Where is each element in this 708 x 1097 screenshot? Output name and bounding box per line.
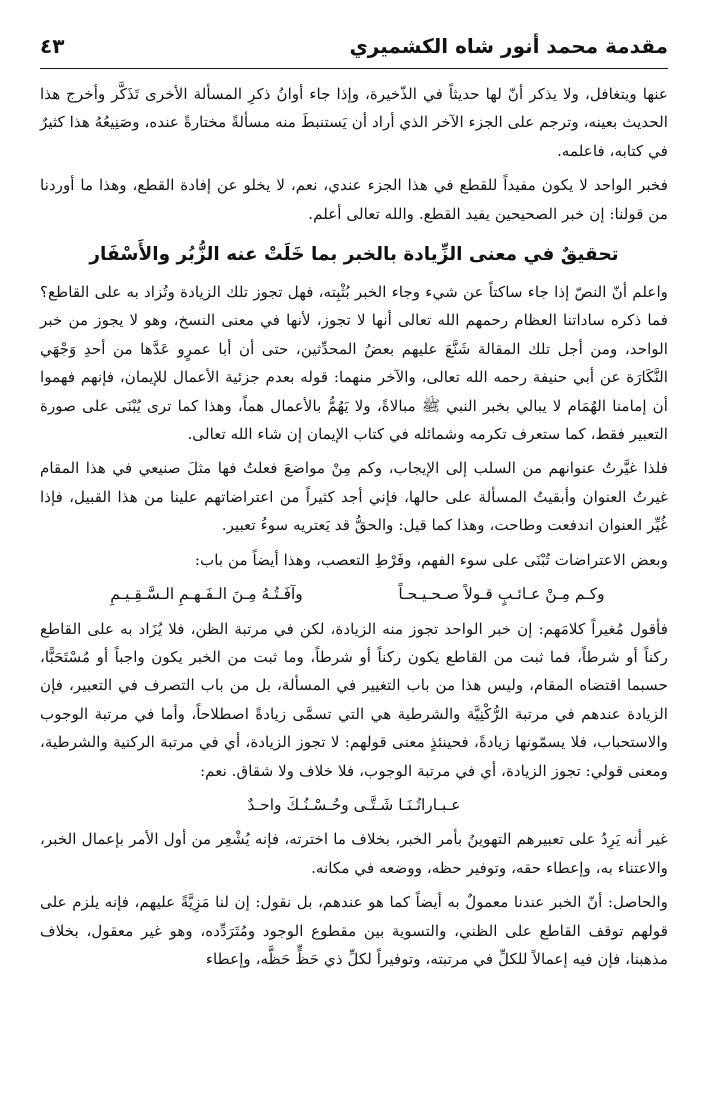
section-heading: تحقيقٌ في معنى الزِّيادة بالخبر بما خَلَتْ عنه الزُّبُر والأَسْفَار	[89, 244, 619, 266]
paragraph-5: وبعض الاعتراضات تُبْنَى على سوء الفهم، وفَرْطِ التعصب، وهذا أيضاً من باب:	[194, 550, 668, 569]
paragraph-8: والحاصل: أنّ الخبر عندنا معمولٌ به أيضاً كما هو عندهم، بل نقول: إن لنا مَزِيَّةً عليهم، فإنه يلزم على قولهم توقف القاطع على الظني، والتسوية بين مقطوع الوجود ومُتَرَدِّده، وهو غير معقول، بخلاف مذهبنا، فإن فيه إعمالاً للكلِّ في مرتبته، وتوفيراً لكلِّ ذي حَظٍّ حَظَّه، وإعطاء	[40, 893, 668, 968]
running-title: مقدمة محمد أنور شاه الكشميري	[349, 34, 668, 58]
paragraph-7: غير أنه يَرِدُ على تعبيرهم التهوينُ بأمر الخبر، بخلاف ما اخترته، فإنه يُشْعِر من أول الأمر بإعمال الخبر، والاعتناء به، وإعطاء حقه، وتوفير حظه، ووضعه في مكانه.	[40, 830, 668, 877]
paragraph-6: فأقول مُغيراً كلامَهم: إن خبر الواحد تجوز منه الزيادة، لكن في مرتبة الظن، فلا يُزَاد به على القاطع ركناً أو شرطاً، فما ثبت من القاطع يكون ركناً أو شرطاً، وما ثبت من الخبر يكون واجباً أو مُسْتَحَبًّا، حسبما اقتضاه المقام، وليس هذا من باب التغيير في المسألة، بل من باب التصرف في التعبير، فإن الزيادة عندهم في مرتبة الرُّكْنِيَّة والشرطية هي التي تسمَّى زيادةً اصطلاحاً، وأما في مرتبة الوجوب والاستحباب، فلا يسمّونها زيادةً، فحينئذٍ معنى قولهم: لا تجوز الزيادة، أي في مرتبة الركنية والشرطية، ومعنى قولي: تجوز الزيادة، أي في مرتبة الوجوب، فلا خلاف ولا شقاق. نعم:	[40, 619, 668, 780]
paragraph-3: واعلم أنّ النصّ إذا جاء ساكتاً عن شيء وجاء الخبر بُثْبِته، فهل تجوز تلك الزيادة وتُزاد به على القاطع؟ فما ذكره ساداتنا العظام رحمهم الله تعالى أنها لا تجوز، لأنها في معنى النسخ، وهو لا يجوز من خبر الواحد، ومن أجل تلك المقالة شَنَّعَ عليهم بعضُ المحدِّثين، حتى أن أبا عمرٍو عَدَّها من أحدِ وَجْهَي النَّكَارَة عن أبي حنيفة رحمه الله تعالى، والآخر منهما: قوله بعدم جزئية الأعمال للإيمان، فإنهم فهموا أن إمامنا الهُمَام لا يبالي بخبر النبي ﷺ مبالاةً، ولا يَهُمُّ بالأعمال هماً، وهذا كما ترى يُبْنَى على صورة التعبير فقط، كما ستعرف تكرمه وشمائله في كتاب الإيمان إن شاء الله تعالى.	[40, 283, 668, 444]
page-header	[40, 28, 668, 69]
page-body	[40, 80, 668, 979]
paragraph-4: فلذا غيَّرتُ عنوانهم من السلب إلى الإيجاب، وكم مِنْ مواضعَ فعلتُ فها مثلَ صنيعي في هذا المقام غيرتُ العنوان وأبقيتُ المسألة على حالها، فإني أجد كثيراً من اعتراضاتهم علينا من هذا القبيل، فإذا غُيِّر العنوان اندفعت وطاحت، وهذا كما قيل: والحقُّ قد يَعتريه سوءُ تعبير.	[40, 459, 668, 535]
paragraph-2: فخبر الواحد لا يكون مفيداً للقطع في هذا الجزء عندي، نعم، لا يخلو عن إفادة القطع، وهذا ما أوردنا من قولنا: إن خبر الصحيحين يفيد القطع. والله تعالى أعلم.	[40, 176, 668, 223]
poetry-verse-2: عـبـاراتُـنَـا شَـتَّـى وحُـسْـنُـكَ واحـدٌ	[247, 795, 461, 814]
verse-1-first-hemistich: وكـم مِـنْ عـائـبٍ قـولاً صـحـيـحـاً	[398, 585, 605, 604]
page-number: ٤٣	[40, 34, 65, 58]
verse-1-second-hemistich: وآفَـتُـهُ مِـنَ الـفَـهـمِ الـسَّـقِـيـمِ	[110, 585, 303, 604]
paragraph-1: عنها ويتغافل، ولا يذكر أنّ لها حديثاً في الذّخيرة، وإذا جاء أوانُ ذكرِ المسألة الأخرى تَذَكَّر وأخرج هذا الحديث بعينه، وترجم على الجزء الآخر الذي أراد أن يَستنبطَ منه مسألةً مختارةً عنده، وصَنِيعُهُ هذا كثيرٌ في كتابه، فاعلمه.	[40, 85, 668, 160]
poetry-verse-1	[40, 580, 668, 608]
